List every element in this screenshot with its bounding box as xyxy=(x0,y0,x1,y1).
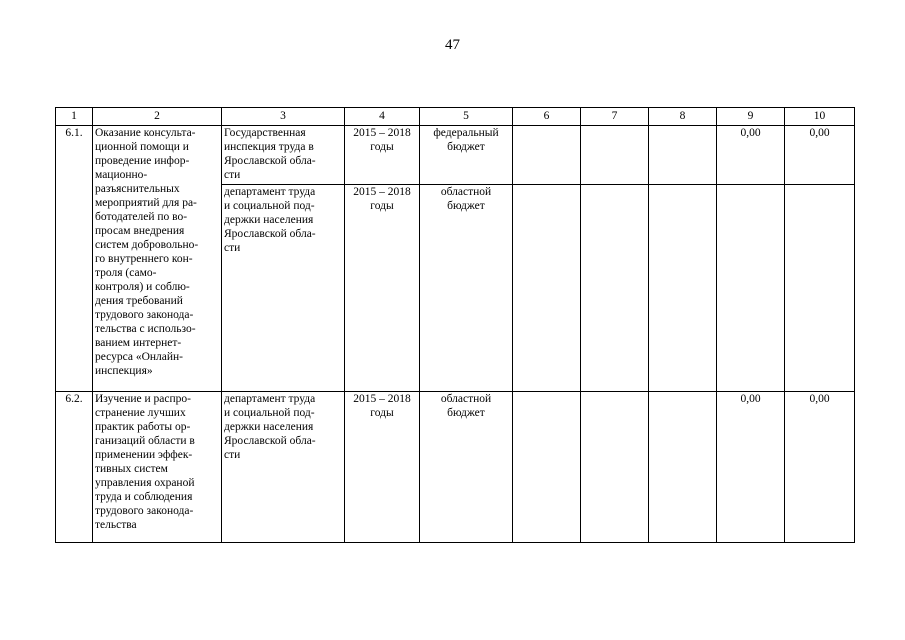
table-row xyxy=(56,126,855,185)
column-header: 1 xyxy=(56,108,93,126)
value-cell xyxy=(717,185,785,392)
period-cell: 2015 – 2018 годы xyxy=(345,185,420,392)
column-header: 6 xyxy=(513,108,581,126)
value-cell xyxy=(581,392,649,543)
executor-cell: департамент труда и социальной под- держки населения Ярославской обла- сти xyxy=(222,392,345,543)
executor-cell: департамент труда и социальной под- держки населения Ярославской обла- сти xyxy=(222,185,345,392)
source-cell: областной бюджет xyxy=(420,185,513,392)
value-cell: 0,00 xyxy=(785,392,855,543)
header-row xyxy=(56,108,855,126)
value-cell xyxy=(513,185,581,392)
table-row xyxy=(56,392,855,543)
value-cell: 0,00 xyxy=(717,126,785,185)
value-cell: 0,00 xyxy=(785,126,855,185)
value-cell xyxy=(513,126,581,185)
value-cell xyxy=(649,185,717,392)
value-cell: 0,00 xyxy=(717,392,785,543)
program-table xyxy=(55,107,855,543)
column-header: 4 xyxy=(345,108,420,126)
value-cell xyxy=(649,126,717,185)
row-number: 6.1. xyxy=(56,126,93,392)
column-header: 7 xyxy=(581,108,649,126)
value-cell xyxy=(581,185,649,392)
column-header: 9 xyxy=(717,108,785,126)
value-cell xyxy=(581,126,649,185)
value-cell xyxy=(513,392,581,543)
row-number: 6.2. xyxy=(56,392,93,543)
value-cell xyxy=(649,392,717,543)
activity-cell: Изучение и распро- странение лучших практик работы ор- ганизаций области в применении эффек- тивных систем управления охраной труда и соблюдения трудового законода- тельства xyxy=(93,392,222,543)
executor-cell: Государственная инспекция труда в Ярославской обла- сти xyxy=(222,126,345,185)
period-cell: 2015 – 2018 годы xyxy=(345,392,420,543)
page-number: 47 xyxy=(445,37,460,53)
column-header: 8 xyxy=(649,108,717,126)
activity-cell: Оказание консульта- ционной помощи и проведение инфор- мационно- разъяснительных мероприятий для ра- ботодателей по во- просам внедрения систем добровольно- го внутреннего кон- троля (само- контроля) и соблю- дения требований трудового законода- тельства с использо- ванием интернет- ресурса «Онлайн- инспекция» xyxy=(93,126,222,392)
period-cell: 2015 – 2018 годы xyxy=(345,126,420,185)
source-cell: областной бюджет xyxy=(420,392,513,543)
column-header: 10 xyxy=(785,108,855,126)
source-cell: федеральный бюджет xyxy=(420,126,513,185)
column-header: 3 xyxy=(222,108,345,126)
column-header: 2 xyxy=(93,108,222,126)
column-header: 5 xyxy=(420,108,513,126)
value-cell xyxy=(785,185,855,392)
